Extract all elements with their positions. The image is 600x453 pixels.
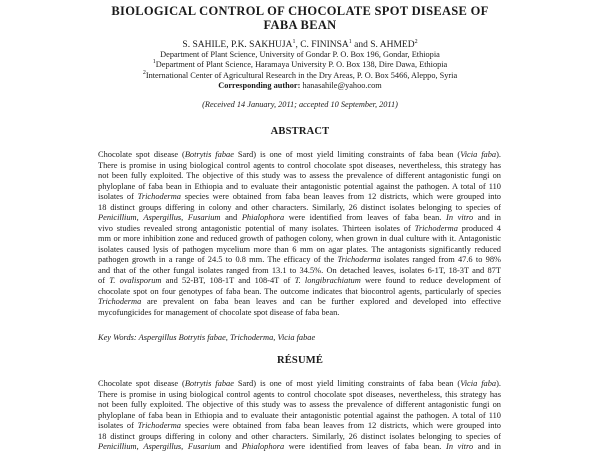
resume-body (98, 379, 501, 453)
text-line: pathogen growth in a range of 24.5 to 0.8 mm. The efficacy of the Trichoderma isolates ranged from 47.6 to 98% (98, 255, 501, 264)
affiliations (0, 50, 600, 92)
keywords (98, 333, 501, 344)
title-line-1: BIOLOGICAL CONTROL OF CHOCOLATE SPOT DISEASE OF (111, 4, 489, 18)
text-line: phyloplane of faba bean in Ethiopia and to evaluate their antagonistic potential against the pathogen. A total of 110 (98, 410, 501, 420)
resume-heading: RÉSUMÉ (276, 355, 324, 366)
text-line: not been fully exploited. The objective of this study was to assess the prevalence of different antagonistic fungi on (98, 400, 501, 409)
title-line-2: FABA BEAN (263, 18, 337, 32)
text-line: of T. ovalisporum and 52-BT, 108-1T and 108-4T of T. longibrachiatum were found to reduce development of (98, 276, 501, 285)
text-line: Trichoderma are prevalent on faba bean leaves and can be further explored and developed into effective (98, 297, 501, 306)
keywords-label: Key Words: (98, 333, 137, 342)
text-line: not been fully exploited. The objective of this study was to assess the prevalence of different antagonistic fungi on (98, 171, 501, 180)
text-line: Chocolate spot disease (Botrytis fabae Sard) is one of most yield limiting constraints of faba bean (Vicia faba). (98, 379, 501, 388)
corresponding-author (0, 81, 600, 91)
text-line: There is promise in using biological control agents to control chocolate spot diseases, nevertheless, this strategy has (98, 160, 501, 170)
text-line: mm or more inhibition zone and reduced growth of pathogen colony, when grown in dual culture with it. Antagonistic (98, 234, 501, 243)
paper-title (0, 4, 600, 32)
affiliation: $^2$International Center of Agricultural Research in the Dry Areas, P. O. Box 5466, Aleppo, Syria (142, 70, 458, 80)
author: P.K. SAKHUJA$^1$ (230, 38, 296, 50)
author: , C. FININSA$^1$ (295, 38, 352, 50)
received-dates: (Received 14 January, 2011; accepted 10 September, 2011) (202, 100, 398, 109)
affiliation: $^1$Department of Plant Science, Haramaya University P. O. Box 138, Dire Dawa, Ethiopia (152, 59, 448, 70)
text-line: 18 distinct groups differing in colony and other characters. Similarly, 26 distinct isolates belonging to species of (98, 202, 501, 212)
text-line: Chocolate spot disease (Botrytis fabae Sard) is one of most yield limiting constraints of faba bean (Vicia faba). (98, 150, 501, 159)
author: S. SAHILE, (182, 40, 231, 50)
abstract-heading: ABSTRACT (270, 126, 330, 137)
text-line: isolates caused lysis of pathogen mycelium more than 6 mm on agar plates. The antagonists significantly reduced (98, 244, 501, 254)
author: and S. AHMED$^2$ (351, 38, 418, 50)
corresponding-label: Corresponding author: (218, 81, 301, 91)
text-line: and that of the other fungal isolates ranged from 13.1 to 34.5%. On detached leaves, isolates 6-1T, 18-3T and 87T (98, 265, 501, 275)
text-line: phyloplane of faba bean in Ethiopia and to evaluate their antagonistic potential against the pathogen. A total of 110 (98, 181, 501, 191)
corresponding-email[interactable]: hanasahile@yahoo.com (300, 81, 382, 91)
text-line: chocolate spot on four genotypes of faba bean. The outcome indicates that biocontrol agents, particularly of species (98, 286, 501, 296)
text-line: Penicillium, Aspergillus, Fusarium and Phialophora were identified from leaves of faba bean. In vitro and in (98, 213, 501, 222)
text-line: vivo studies revealed strong antagonistic potential of many isolates. Thirteen isolates of Trichoderma produced 4 (98, 223, 501, 233)
text-line: mycofungicides for management of chocolate spot disease of faba bean. (98, 307, 340, 317)
text-line: isolates of Trichoderma species were obtained from faba bean leaves from 12 districts, which were grouped into (98, 192, 501, 201)
abstract-body (98, 150, 501, 318)
keywords-list: Aspergillus Botrytis fabae, Trichoderma, Vicia fabae (136, 333, 316, 342)
text-line: isolates of Trichoderma species were obtained from faba bean leaves from 12 districts, which were grouped into (98, 421, 501, 430)
text-line: There is promise in using biological control agents to control chocolate spot diseases, nevertheless, this strategy has (98, 389, 501, 399)
text-line: 18 distinct groups differing in colony and other characters. Similarly, 26 distinct isolates belonging to species of (98, 431, 501, 441)
affiliation: Department of Plant Science, University of Gondar P. O. Box 196, Gondar, Ethiopia (160, 50, 440, 59)
text-line: Penicillium, Aspergillus, Fusarium and Phialophora were identified from leaves of faba bean. In vitro and in (98, 442, 501, 451)
